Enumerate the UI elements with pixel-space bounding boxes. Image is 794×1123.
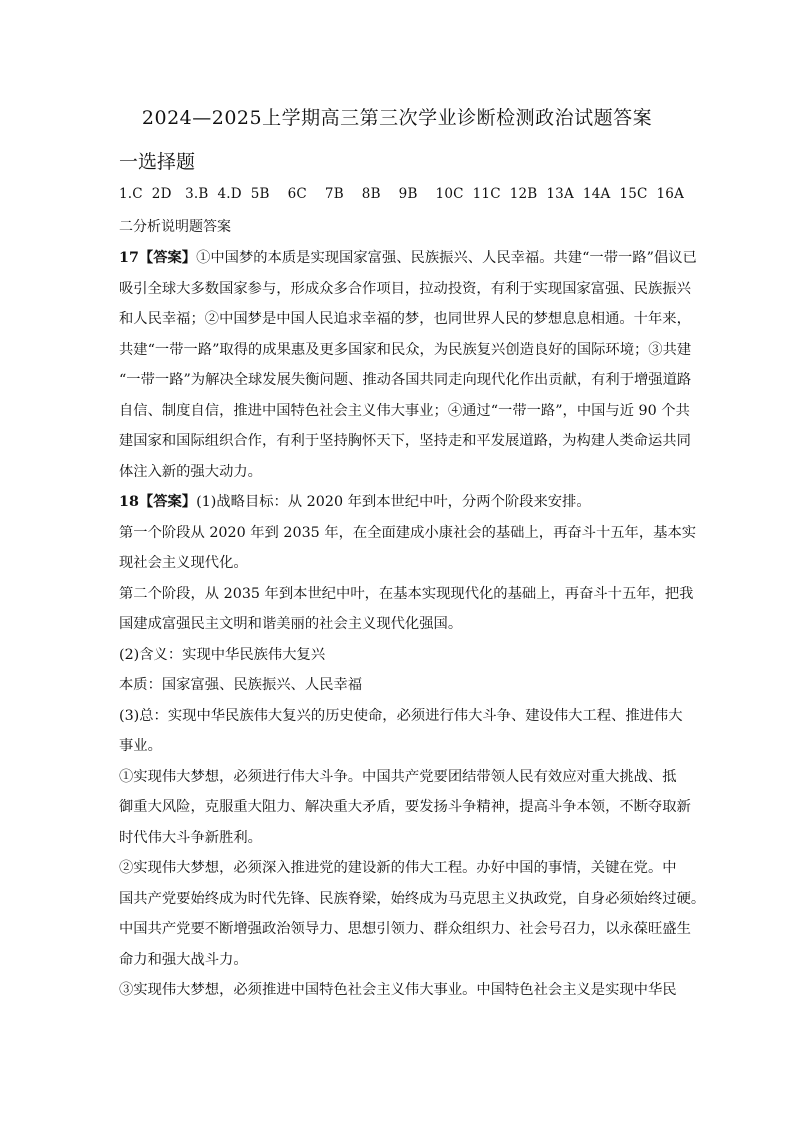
choice-answer-key	[119, 186, 684, 202]
q18-text: 现社会主义现代化。	[119, 555, 248, 571]
q18-text: 命力和强大战斗力。	[119, 951, 248, 968]
q18-line	[119, 914, 691, 945]
answer-content	[119, 243, 706, 1006]
q18-line	[119, 518, 697, 549]
q18-line	[119, 731, 685, 762]
q17-line	[119, 365, 692, 396]
q18-text: 事业。	[119, 738, 162, 754]
q18-text: 时代伟大斗争新胜利。	[119, 829, 262, 846]
q18-line	[119, 640, 685, 671]
section-heading-analysis: 二分析说明题答案	[119, 219, 231, 235]
q17-line	[119, 457, 685, 488]
q18-text: (3)总：实现中华民族伟大复兴的历史使命，必须进行伟大斗争、建设伟大工程、推进伟大	[119, 707, 683, 724]
q18-line	[119, 762, 685, 793]
q18-line	[119, 548, 685, 579]
q18-text: 国共产党要始终成为时代先锋、民族脊梁，始终成为马克思主义执政党，自身必须始终过硬。	[119, 890, 706, 907]
q18-label: 18【答案】	[119, 494, 197, 510]
q18-text: (1)战略目标：从 2020 年到本世纪中叶，分两个阶段来安排。	[196, 494, 591, 510]
section-heading-choice: 一选择题	[119, 151, 196, 173]
q18-line	[119, 701, 685, 732]
q17-text: 自信、制度自信，推进中国特色社会主义伟大事业；④通过“一带一路”，中国与近 90 个共	[119, 402, 690, 419]
q18-line	[119, 792, 691, 823]
q17-text: 和人民幸福；②中国梦是中国人民追求幸福的梦，也同世界人民的梦想息息相通。十年来，	[119, 311, 691, 327]
q18-text: ②实现伟大梦想，必须深入推进党的建设新的伟大工程。办好中国的事情，关键在党。中	[119, 860, 677, 876]
q17-text: ①中国梦的本质是实现国家富强、民族振兴、人民幸福。共建“一带一路”倡议已	[196, 250, 697, 266]
q18-text: ①实现伟大梦想，必须进行伟大斗争。中国共产党要团结带领人民有效应对重大挑战、抵	[119, 768, 677, 785]
q17-line	[119, 426, 691, 457]
q17-line	[119, 274, 691, 305]
q18-text: 本质：国家富强、民族振兴、人民幸福	[119, 677, 363, 693]
q18-text: ③实现伟大梦想，必须推进中国特色社会主义伟大事业。中国特色社会主义是实现中华民	[119, 982, 677, 998]
q18-line	[119, 945, 685, 976]
q18-text: 第一个阶段从 2020 年到 2035 年，在全面建成小康社会的基础上，再奋斗十五年，基本实	[119, 524, 697, 541]
q18-line	[119, 823, 685, 854]
q18-text: 中国共产党要不断增强政治领导力、思想引领力、群众组织力、社会号召力，以永葆旺盛生	[119, 921, 691, 937]
q18-text: 第二个阶段，从 2035 年到本世纪中叶，在基本实现现代化的基础上，再奋斗十五年，把我	[119, 585, 694, 602]
q18-line	[119, 975, 685, 1006]
q18-line	[119, 579, 694, 610]
q17-line	[119, 243, 697, 274]
q17-text: 体注入新的强大动力。	[119, 463, 262, 480]
q18-text: 御重大风险，克服重大阻力、解决重大矛盾，要发扬斗争精神，提高斗争本领，不断夺取新	[119, 799, 691, 815]
q18-line	[119, 487, 685, 518]
q17-label: 17【答案】	[119, 250, 197, 266]
answer-key-text: 1.C 2D 3.B 4.D 5B 6C 7B 8B 9B 10C 11C 12B 13A 14A 15C 16A	[119, 186, 685, 202]
q17-text: 建国家和国际组织合作，有利于坚持胸怀天下，坚持走和平发展道路，为构建人类命运共同	[119, 433, 691, 449]
document-title: 2024—2025上学期高三第三次学业诊断检测政治试题答案	[141, 107, 653, 129]
q18-text: 国建成富强民主文明和谐美丽的社会主义现代化强国。	[119, 616, 463, 632]
q18-line	[119, 609, 685, 640]
q18-line	[119, 884, 706, 915]
q17-line	[119, 396, 690, 427]
q18-text: (2)含义：实现中华民族伟大复兴	[119, 646, 326, 663]
q18-line	[119, 670, 685, 701]
q17-text: 共建“一带一路”取得的成果惠及更多国家和民众，为民族复兴创造良好的国际环境；③共建	[119, 341, 692, 358]
q18-line	[119, 853, 685, 884]
q17-line	[119, 304, 691, 335]
q17-text: “一带一路”为解决全球发展失衡问题、推动各国共同走向现代化作出贡献，有利于增强道路	[119, 372, 692, 388]
q17-line	[119, 335, 692, 366]
q17-text: 吸引全球大多数国家参与，形成众多合作项目，拉动投资，有利于实现国家富强、民族振兴	[119, 280, 691, 297]
